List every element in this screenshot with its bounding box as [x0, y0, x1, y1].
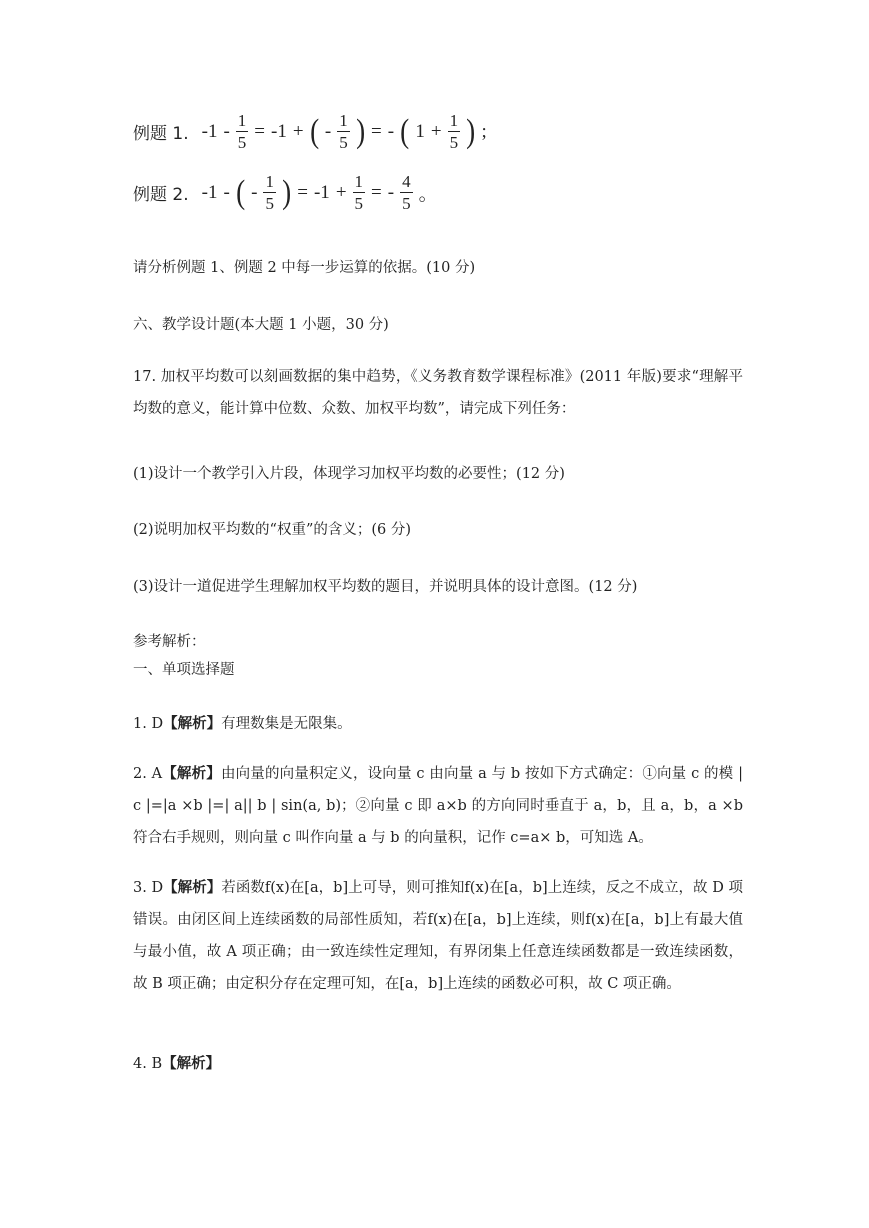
equation-token: -	[251, 181, 258, 203]
example-label: 例题 2.	[133, 185, 189, 205]
answer-1	[133, 712, 352, 733]
answer-2-text: 由向量的向量积定义，设向量 c 由向量 a 与 b 按如下方式确定：①向量 c 的模 | c |=|a ×b |=| a|| b | sin(a, b)；②向量 c 即 a×b 的方向同时垂直于 a，b，且 a，b，a ×b 符合右手规则，则向量 c 叫作向量 a 与 b 的向量积，记作 c=a× b，可知选 A。	[133, 766, 743, 846]
answer-2	[133, 758, 743, 854]
fraction	[263, 173, 276, 212]
equation-token: 1	[415, 120, 425, 142]
question-17-task-1: (1)设计一个教学引入片段，体现学习加权平均数的必要性；(12 分)	[133, 466, 565, 482]
equation-token: -	[387, 181, 395, 203]
example-label: 例题 1.	[133, 124, 189, 144]
parenthesis: (	[309, 112, 319, 150]
fraction-denominator: 5	[237, 133, 247, 152]
question-17-task-3: (3)设计一道促进学生理解加权平均数的题目，并说明具体的设计意图。(12 分)	[133, 579, 638, 595]
equation-token: =	[297, 181, 308, 203]
fraction-numerator: 1	[449, 111, 459, 130]
fraction-denominator: 5	[265, 194, 274, 213]
answer-3	[133, 872, 743, 1000]
parenthesis: (	[400, 112, 410, 150]
equation-token: =	[371, 120, 382, 142]
fraction	[236, 112, 249, 151]
fraction	[337, 112, 350, 151]
equation-token: -	[223, 181, 230, 203]
parenthesis: (	[235, 173, 245, 211]
equation-token: -1	[201, 120, 218, 142]
fraction-numerator: 1	[354, 172, 364, 191]
answer-3-text: 若函数f(x)在[a，b]上可导，则可推知f(x)在[a，b]上连续，反之不成立，故 D 项错误。由闭区间上连续函数的局部性质知，若f(x)在[a，b]上连续，则f(x)在[a，b]上有最大值与最小值，故 A 项正确；由一致连续性定理知，有界闭集上任意连续函数都是一致连续函数，故 B 项正确；由定积分存在定理可知，在[a，b]上连续的函数必可积，故 C 项正确。	[133, 880, 743, 992]
parenthesis: )	[355, 112, 365, 150]
question-17-task-2: (2)说明加权平均数的“权重”的含义；(6 分)	[133, 522, 412, 538]
section-6-title: 六、教学设计题(本大题 1 小题，30 分)	[133, 317, 389, 333]
equation-token: +	[335, 181, 347, 203]
answer-4-tag: 【解析】	[162, 1056, 221, 1072]
fraction-numerator: 1	[237, 111, 247, 130]
equation-token: +	[430, 120, 442, 142]
equation-token: -	[223, 120, 230, 142]
answer-4-prefix: 4. B	[133, 1056, 163, 1072]
answer-3-tag: 【解析】	[163, 880, 222, 896]
fraction	[448, 112, 461, 151]
answer-3-prefix: 3. D	[133, 880, 164, 896]
fraction-numerator: 4	[402, 172, 411, 191]
answer-4	[133, 1052, 220, 1073]
equation-token: -	[324, 120, 332, 142]
equation-token: -1	[313, 181, 330, 203]
answer-2-tag: 【解析】	[162, 766, 221, 782]
fraction-denominator: 5	[339, 133, 348, 152]
question-17: 17. 加权平均数可以刻画数据的集中趋势，《义务教育数学课程标准》(2011 年版)要求“理解平均数的意义，能计算中位数、众数、加权平均数”，请完成下列任务：	[133, 369, 743, 417]
equation-token: =	[371, 181, 382, 203]
fraction-denominator: 5	[449, 133, 459, 152]
answer-1-text: 有理数集是无限集。	[221, 716, 352, 732]
answer-2-prefix: 2. A	[133, 766, 163, 782]
example-2-equation	[133, 173, 441, 212]
parenthesis: )	[466, 112, 476, 150]
equation-token: 。	[418, 184, 438, 205]
equation-token: ;	[481, 120, 487, 142]
analysis-question: 请分析例题 1、例题 2 中每一步运算的依据。(10 分)	[133, 260, 476, 276]
equation-token: -	[387, 120, 395, 142]
parenthesis: )	[282, 173, 292, 211]
reference-title: 参考解析：	[133, 634, 206, 650]
example-1-equation	[133, 112, 490, 151]
fraction-denominator: 5	[402, 194, 411, 213]
fraction-numerator: 1	[339, 111, 348, 130]
fraction	[400, 173, 413, 212]
equation-token: -1	[201, 181, 218, 203]
answer-1-tag: 【解析】	[163, 716, 222, 732]
fraction	[353, 173, 366, 212]
equation-token: =	[254, 120, 265, 142]
equation-token: +	[292, 120, 304, 142]
fraction-denominator: 5	[354, 194, 364, 213]
fraction-numerator: 1	[265, 172, 274, 191]
answer-1-prefix: 1. D	[133, 716, 164, 732]
equation-token: -1	[271, 120, 287, 142]
section-1-title: 一、单项选择题	[133, 662, 235, 678]
